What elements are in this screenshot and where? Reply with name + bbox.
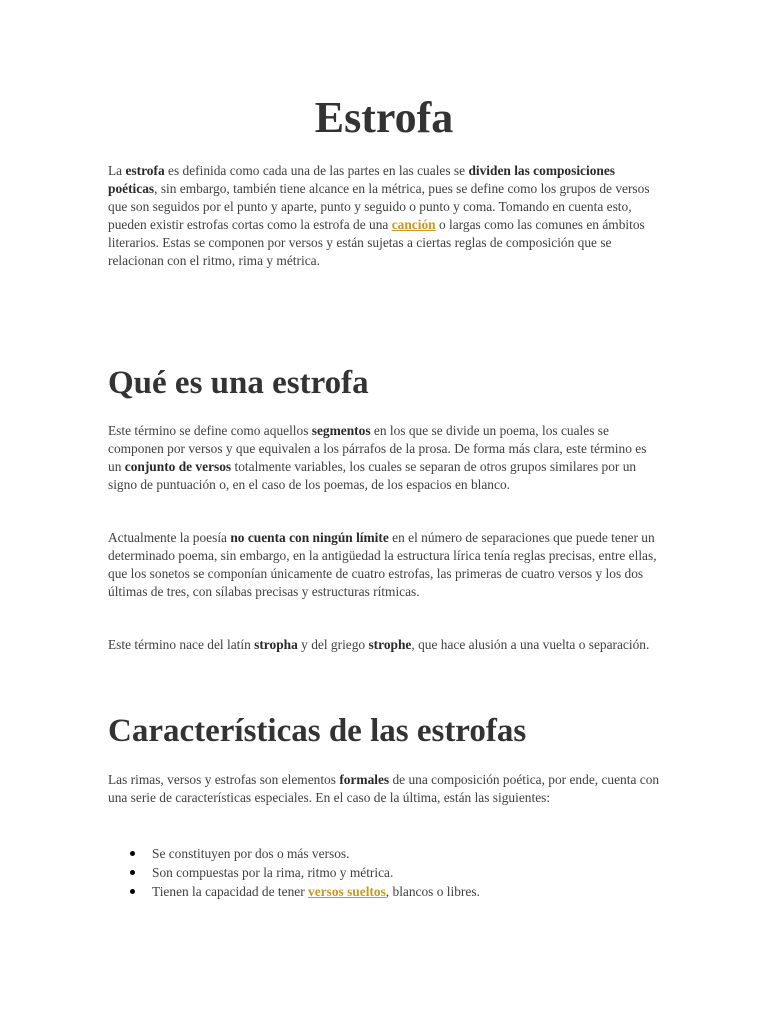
characteristics-list	[108, 844, 660, 901]
intro-paragraph: La estrofa es definida como cada una de las partes en las cuales se dividen las composiciones poéticas, sin embargo, también tiene alcance en la métrica, pues se define como los grupos de versos que son seguidos por el punto y aparte, punto y seguido o punto y coma. Tomando en cuenta esto, pueden existir estrofas cortas como la estrofa de una canción o largas como las comunes en ámbitos literarios. Estas se componen por versos y están sujetas a ciertas reglas de composición que se relacionan con el ritmo, rima y métrica.	[108, 163, 650, 268]
section1-paragraph-2: Actualmente la poesía no cuenta con ningún límite en el número de separaciones que puede tener un determinado poema, sin embargo, en la antigüedad la estructura lírica tenía reglas precisas, entre ellas, que los sonetos se componían únicamente de cuatro estrofas, las primeras de cuatro versos y los dos últimas de tres, con sílabas precisas y estructuras rítmicas.	[108, 530, 657, 599]
page-title: Estrofa	[314, 93, 454, 142]
bullet-dot-icon	[130, 889, 135, 894]
bold-term: dividen las composiciones poéticas	[108, 163, 616, 196]
bullet-dot-icon	[130, 851, 135, 856]
section2-paragraph-1: Las rimas, versos y estrofas son elementos formales de una composición poética, por ende, cuenta con una serie de características especiales. En el caso de la última, están las siguientes:	[108, 772, 660, 805]
bold-term: estrofa	[125, 163, 165, 178]
section1-paragraph-3: Este término nace del latín stropha y del griego strophe, que hace alusión a una vuelta o separación.	[108, 637, 650, 652]
bold-term: stropha	[254, 637, 298, 652]
bold-term: strophe	[368, 637, 412, 652]
section-heading-caracteristicas: Características de las estrofas	[108, 713, 527, 749]
bold-term: conjunto de versos	[124, 459, 232, 474]
versos-sueltos-link[interactable]: versos sueltos	[308, 884, 386, 899]
list-item: Se constituyen por dos o más versos.	[108, 844, 660, 863]
bold-term: formales	[339, 772, 390, 787]
bold-term: segmentos	[311, 423, 371, 438]
list-item: Tienen la capacidad de tener versos sueltos, blancos o libres.	[108, 882, 660, 901]
cancion-link[interactable]: canción	[391, 217, 436, 232]
bold-term: no cuenta con ningún límite	[230, 530, 389, 545]
list-item: Son compuestas por la rima, ritmo y métrica.	[108, 863, 660, 882]
bullet-dot-icon	[130, 870, 135, 875]
section-heading-que-es: Qué es una estrofa	[108, 365, 369, 401]
section1-paragraph-1: Este término se define como aquellos segmentos en los que se divide un poema, los cuales se componen por versos y que equivalen a los párrafos de la prosa. De forma más clara, este término es un conjunto de versos totalmente variables, los cuales se separan de otros grupos similares por un signo de puntuación o, en el caso de los poemas, de los espacios en blanco.	[108, 423, 647, 492]
